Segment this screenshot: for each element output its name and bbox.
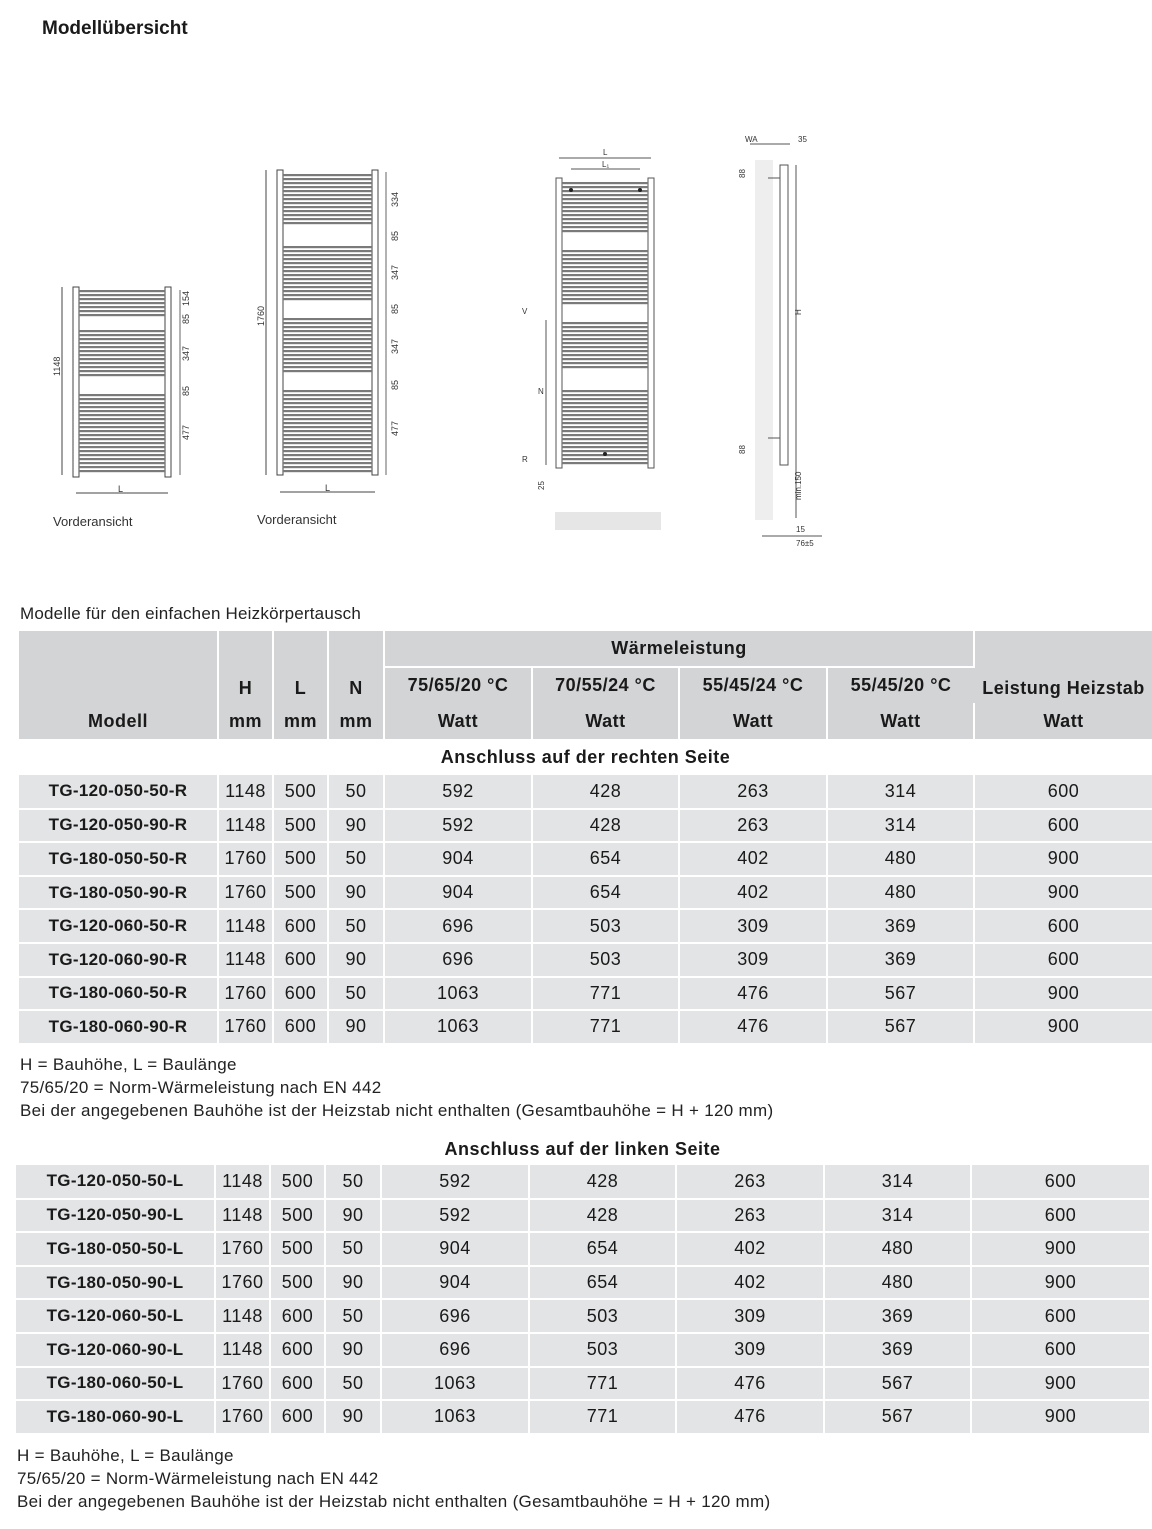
model-cell: TG-120-060-90-L [16,1333,215,1367]
value-cell: 567 [824,1400,971,1434]
value-cell: 600 [270,1400,325,1434]
section-heading-right: Anschluss auf der rechten Seite [19,739,1152,775]
col-t3-header: 55/45/24 °C [679,667,827,703]
value-cell: 592 [384,775,532,809]
value-cell: 1148 [218,909,273,943]
value-cell: 600 [971,1199,1149,1233]
value-cell: 900 [971,1232,1149,1266]
value-cell: 600 [974,909,1152,943]
model-cell: TG-180-060-90-R [19,1010,218,1044]
model-cell: TG-120-050-90-L [16,1199,215,1233]
value-cell: 654 [529,1266,676,1300]
value-cell: 1148 [215,1299,270,1333]
value-cell: 696 [381,1299,529,1333]
table-row [19,775,1152,809]
value-cell: 500 [273,775,328,809]
value-cell: 503 [532,909,679,943]
svg-text:347: 347 [390,338,400,354]
value-cell: 654 [532,842,679,876]
value-cell: 600 [971,1299,1149,1333]
notes-right [20,1053,773,1122]
side-view [738,135,822,548]
model-cell: TG-120-060-50-L [16,1299,215,1333]
svg-text:N: N [538,387,544,396]
value-cell: 500 [273,809,328,843]
value-cell: 476 [679,977,827,1011]
value-cell: 1148 [215,1199,270,1233]
note-line: H = Bauhöhe, L = Baulänge [17,1446,234,1465]
col-model-header: Modell [19,703,218,739]
note-line: Bei der angegebenen Bauhöhe ist der Heizstab nicht enthalten (Gesamtbauhöhe = H + 120 mm) [20,1101,774,1120]
value-cell: 1063 [384,977,532,1011]
col-l-header: L [273,631,328,703]
value-cell: 696 [381,1333,529,1367]
value-cell: 600 [273,977,328,1011]
value-cell: 428 [532,775,679,809]
note-line: 75/65/20 = Norm-Wärmeleistung nach EN 442 [17,1469,379,1488]
value-cell: 500 [270,1232,325,1266]
value-cell: 369 [827,943,974,977]
unit-watt: Watt [974,703,1152,739]
value-cell: 314 [824,1199,971,1233]
svg-text:15: 15 [796,525,805,534]
height-label-large: 1760 [256,305,266,326]
unit-mm: mm [273,703,328,739]
table-row [19,809,1152,843]
value-cell: 263 [679,809,827,843]
value-cell: 600 [974,943,1152,977]
table-subtitle: Modelle für den einfachen Heizkörpertausch [20,604,362,623]
front-view-large [256,170,400,493]
col-h-header: H [218,631,273,703]
value-cell: 90 [328,943,384,977]
value-cell: 50 [328,977,384,1011]
value-cell: 480 [827,842,974,876]
technical-drawings [0,120,880,560]
unit-mm: mm [218,703,273,739]
value-cell: 50 [325,1165,381,1199]
unit-watt: Watt [827,703,974,739]
value-cell: 1148 [218,943,273,977]
value-cell: 428 [529,1165,676,1199]
value-cell: 600 [270,1367,325,1401]
value-cell: 900 [974,977,1152,1011]
svg-text:L: L [603,148,608,157]
svg-text:477: 477 [390,420,400,436]
front-view-small [52,287,191,494]
value-cell: 1063 [384,1010,532,1044]
value-cell: 263 [676,1165,824,1199]
svg-text:85: 85 [390,379,400,390]
value-cell: 567 [827,977,974,1011]
value-cell: 696 [384,943,532,977]
model-cell: TG-120-060-50-R [19,909,218,943]
value-cell: 1760 [215,1266,270,1300]
section-heading-left: Anschluss auf der linken Seite [16,1133,1149,1165]
value-cell: 1760 [218,1010,273,1044]
value-cell: 50 [328,775,384,809]
unit-watt: Watt [679,703,827,739]
value-cell: 900 [971,1266,1149,1300]
table-row [16,1199,1149,1233]
spec-table-left [16,1133,1149,1435]
value-cell: 1760 [218,977,273,1011]
value-cell: 314 [827,809,974,843]
spec-table-right [19,631,1152,1045]
value-cell: 1148 [218,775,273,809]
value-cell: 567 [827,1010,974,1044]
value-cell: 480 [824,1232,971,1266]
value-cell: 50 [328,909,384,943]
svg-text:88: 88 [738,169,747,178]
value-cell: 696 [384,909,532,943]
table-row [19,876,1152,910]
table-row [19,842,1152,876]
table-row [16,1266,1149,1300]
value-cell: 309 [679,943,827,977]
value-cell: 476 [679,1010,827,1044]
group-header-waermeleistung: Wärmeleistung [384,631,974,667]
value-cell: 90 [325,1199,381,1233]
value-cell: 314 [824,1165,971,1199]
value-cell: 402 [676,1266,824,1300]
value-cell: 1063 [381,1367,529,1401]
page-title: Modellübersicht [42,18,188,39]
model-cell: TG-120-060-90-R [19,943,218,977]
value-cell: 90 [328,809,384,843]
value-cell: 1063 [381,1400,529,1434]
svg-text:35: 35 [798,135,807,144]
table-row [16,1232,1149,1266]
model-cell: TG-120-050-50-L [16,1165,215,1199]
table-row [19,909,1152,943]
width-label-large: L [325,483,331,493]
note-line: H = Bauhöhe, L = Baulänge [20,1055,237,1074]
value-cell: 1760 [218,876,273,910]
value-cell: 904 [381,1232,529,1266]
value-cell: 567 [824,1367,971,1401]
table-row [16,1367,1149,1401]
svg-text:25: 25 [537,481,546,490]
value-cell: 503 [532,943,679,977]
svg-text:85: 85 [181,385,191,396]
value-cell: 50 [328,842,384,876]
value-cell: 771 [529,1367,676,1401]
notes-left [17,1444,770,1513]
value-cell: 771 [529,1400,676,1434]
table-row [19,943,1152,977]
col-t1-header: 75/65/20 °C [384,667,532,703]
value-cell: 500 [270,1199,325,1233]
value-cell: 90 [325,1333,381,1367]
table-row [19,977,1152,1011]
model-cell: TG-180-060-50-R [19,977,218,1011]
value-cell: 900 [971,1400,1149,1434]
model-cell: TG-120-050-90-R [19,809,218,843]
svg-text:347: 347 [390,264,400,280]
value-cell: 600 [270,1299,325,1333]
value-cell: 503 [529,1299,676,1333]
value-cell: 369 [827,909,974,943]
value-cell: 654 [529,1232,676,1266]
value-cell: 592 [381,1165,529,1199]
value-cell: 50 [325,1299,381,1333]
value-cell: 771 [532,1010,679,1044]
connection-view [522,148,661,530]
value-cell: 309 [676,1333,824,1367]
svg-text:R: R [522,455,528,464]
caption-front-small: Vorderansicht [53,514,133,529]
value-cell: 369 [824,1299,971,1333]
value-cell: 476 [676,1367,824,1401]
value-cell: 1760 [215,1232,270,1266]
value-cell: 402 [676,1232,824,1266]
value-cell: 263 [679,775,827,809]
value-cell: 500 [273,876,328,910]
value-cell: 428 [529,1199,676,1233]
svg-text:334: 334 [390,191,400,207]
value-cell: 90 [328,876,384,910]
model-cell: TG-120-050-50-R [19,775,218,809]
value-cell: 904 [384,842,532,876]
value-cell: 600 [974,809,1152,843]
note-line: 75/65/20 = Norm-Wärmeleistung nach EN 442 [20,1078,382,1097]
value-cell: 600 [971,1165,1149,1199]
svg-text:WA: WA [745,135,758,144]
value-cell: 500 [270,1165,325,1199]
value-cell: 600 [273,943,328,977]
value-cell: 90 [325,1400,381,1434]
value-cell: 503 [529,1333,676,1367]
value-cell: 1760 [215,1367,270,1401]
value-cell: 480 [827,876,974,910]
value-cell: 592 [384,809,532,843]
svg-text:477: 477 [181,424,191,440]
value-cell: 90 [328,1010,384,1044]
value-cell: 904 [384,876,532,910]
svg-text:154: 154 [181,290,191,306]
value-cell: 900 [974,1010,1152,1044]
model-cell: TG-180-050-90-R [19,876,218,910]
value-cell: 900 [971,1367,1149,1401]
table-row [16,1165,1149,1199]
svg-text:347: 347 [181,345,191,361]
value-cell: 480 [824,1266,971,1300]
note-line: Bei der angegebenen Bauhöhe ist der Heizstab nicht enthalten (Gesamtbauhöhe = H + 120 mm) [17,1492,771,1511]
value-cell: 369 [824,1333,971,1367]
col-n-header: N [328,631,384,703]
value-cell: 654 [532,876,679,910]
value-cell: 600 [273,1010,328,1044]
value-cell: 600 [270,1333,325,1367]
value-cell: 771 [532,977,679,1011]
value-cell: 500 [270,1266,325,1300]
svg-text:88: 88 [738,445,747,454]
value-cell: 1148 [215,1165,270,1199]
value-cell: 600 [971,1333,1149,1367]
value-cell: 50 [325,1232,381,1266]
table-row [16,1333,1149,1367]
value-cell: 90 [325,1266,381,1300]
value-cell: 309 [679,909,827,943]
unit-mm: mm [328,703,384,739]
svg-text:76±5: 76±5 [796,539,814,548]
svg-text:85: 85 [390,303,400,314]
value-cell: 1148 [218,809,273,843]
col-t4-header: 55/45/20 °C [827,667,974,703]
table-row [16,1299,1149,1333]
value-cell: 50 [325,1367,381,1401]
height-label-small: 1148 [52,356,62,376]
value-cell: 1760 [218,842,273,876]
model-cell: TG-180-060-50-L [16,1367,215,1401]
model-cell: TG-180-050-50-R [19,842,218,876]
table-row [16,1400,1149,1434]
svg-text:85: 85 [390,230,400,241]
value-cell: 592 [381,1199,529,1233]
unit-watt: Watt [384,703,532,739]
model-cell: TG-180-050-50-L [16,1232,215,1266]
value-cell: 263 [676,1199,824,1233]
value-cell: 900 [974,876,1152,910]
value-cell: 476 [676,1400,824,1434]
value-cell: 402 [679,876,827,910]
value-cell: 904 [381,1266,529,1300]
caption-front-large: Vorderansicht [257,512,337,527]
col-heater-header: Leistung Heizstab [974,631,1152,703]
value-cell: 402 [679,842,827,876]
svg-text:H: H [794,309,803,315]
table-row [19,1010,1152,1044]
value-cell: 600 [273,909,328,943]
value-cell: 314 [827,775,974,809]
model-cell: TG-180-050-90-L [16,1266,215,1300]
value-cell: 309 [676,1299,824,1333]
svg-text:V: V [522,307,528,316]
unit-watt: Watt [532,703,679,739]
value-cell: 600 [974,775,1152,809]
value-cell: 1760 [215,1400,270,1434]
value-cell: 428 [532,809,679,843]
value-cell: 500 [273,842,328,876]
value-cell: 1148 [215,1333,270,1367]
svg-text:min.150: min.150 [794,471,803,500]
model-cell: TG-180-060-90-L [16,1400,215,1434]
svg-text:85: 85 [181,313,191,324]
col-t2-header: 70/55/24 °C [532,667,679,703]
value-cell: 900 [974,842,1152,876]
svg-text:L₁: L₁ [602,160,610,169]
width-label-small: L [118,484,124,494]
